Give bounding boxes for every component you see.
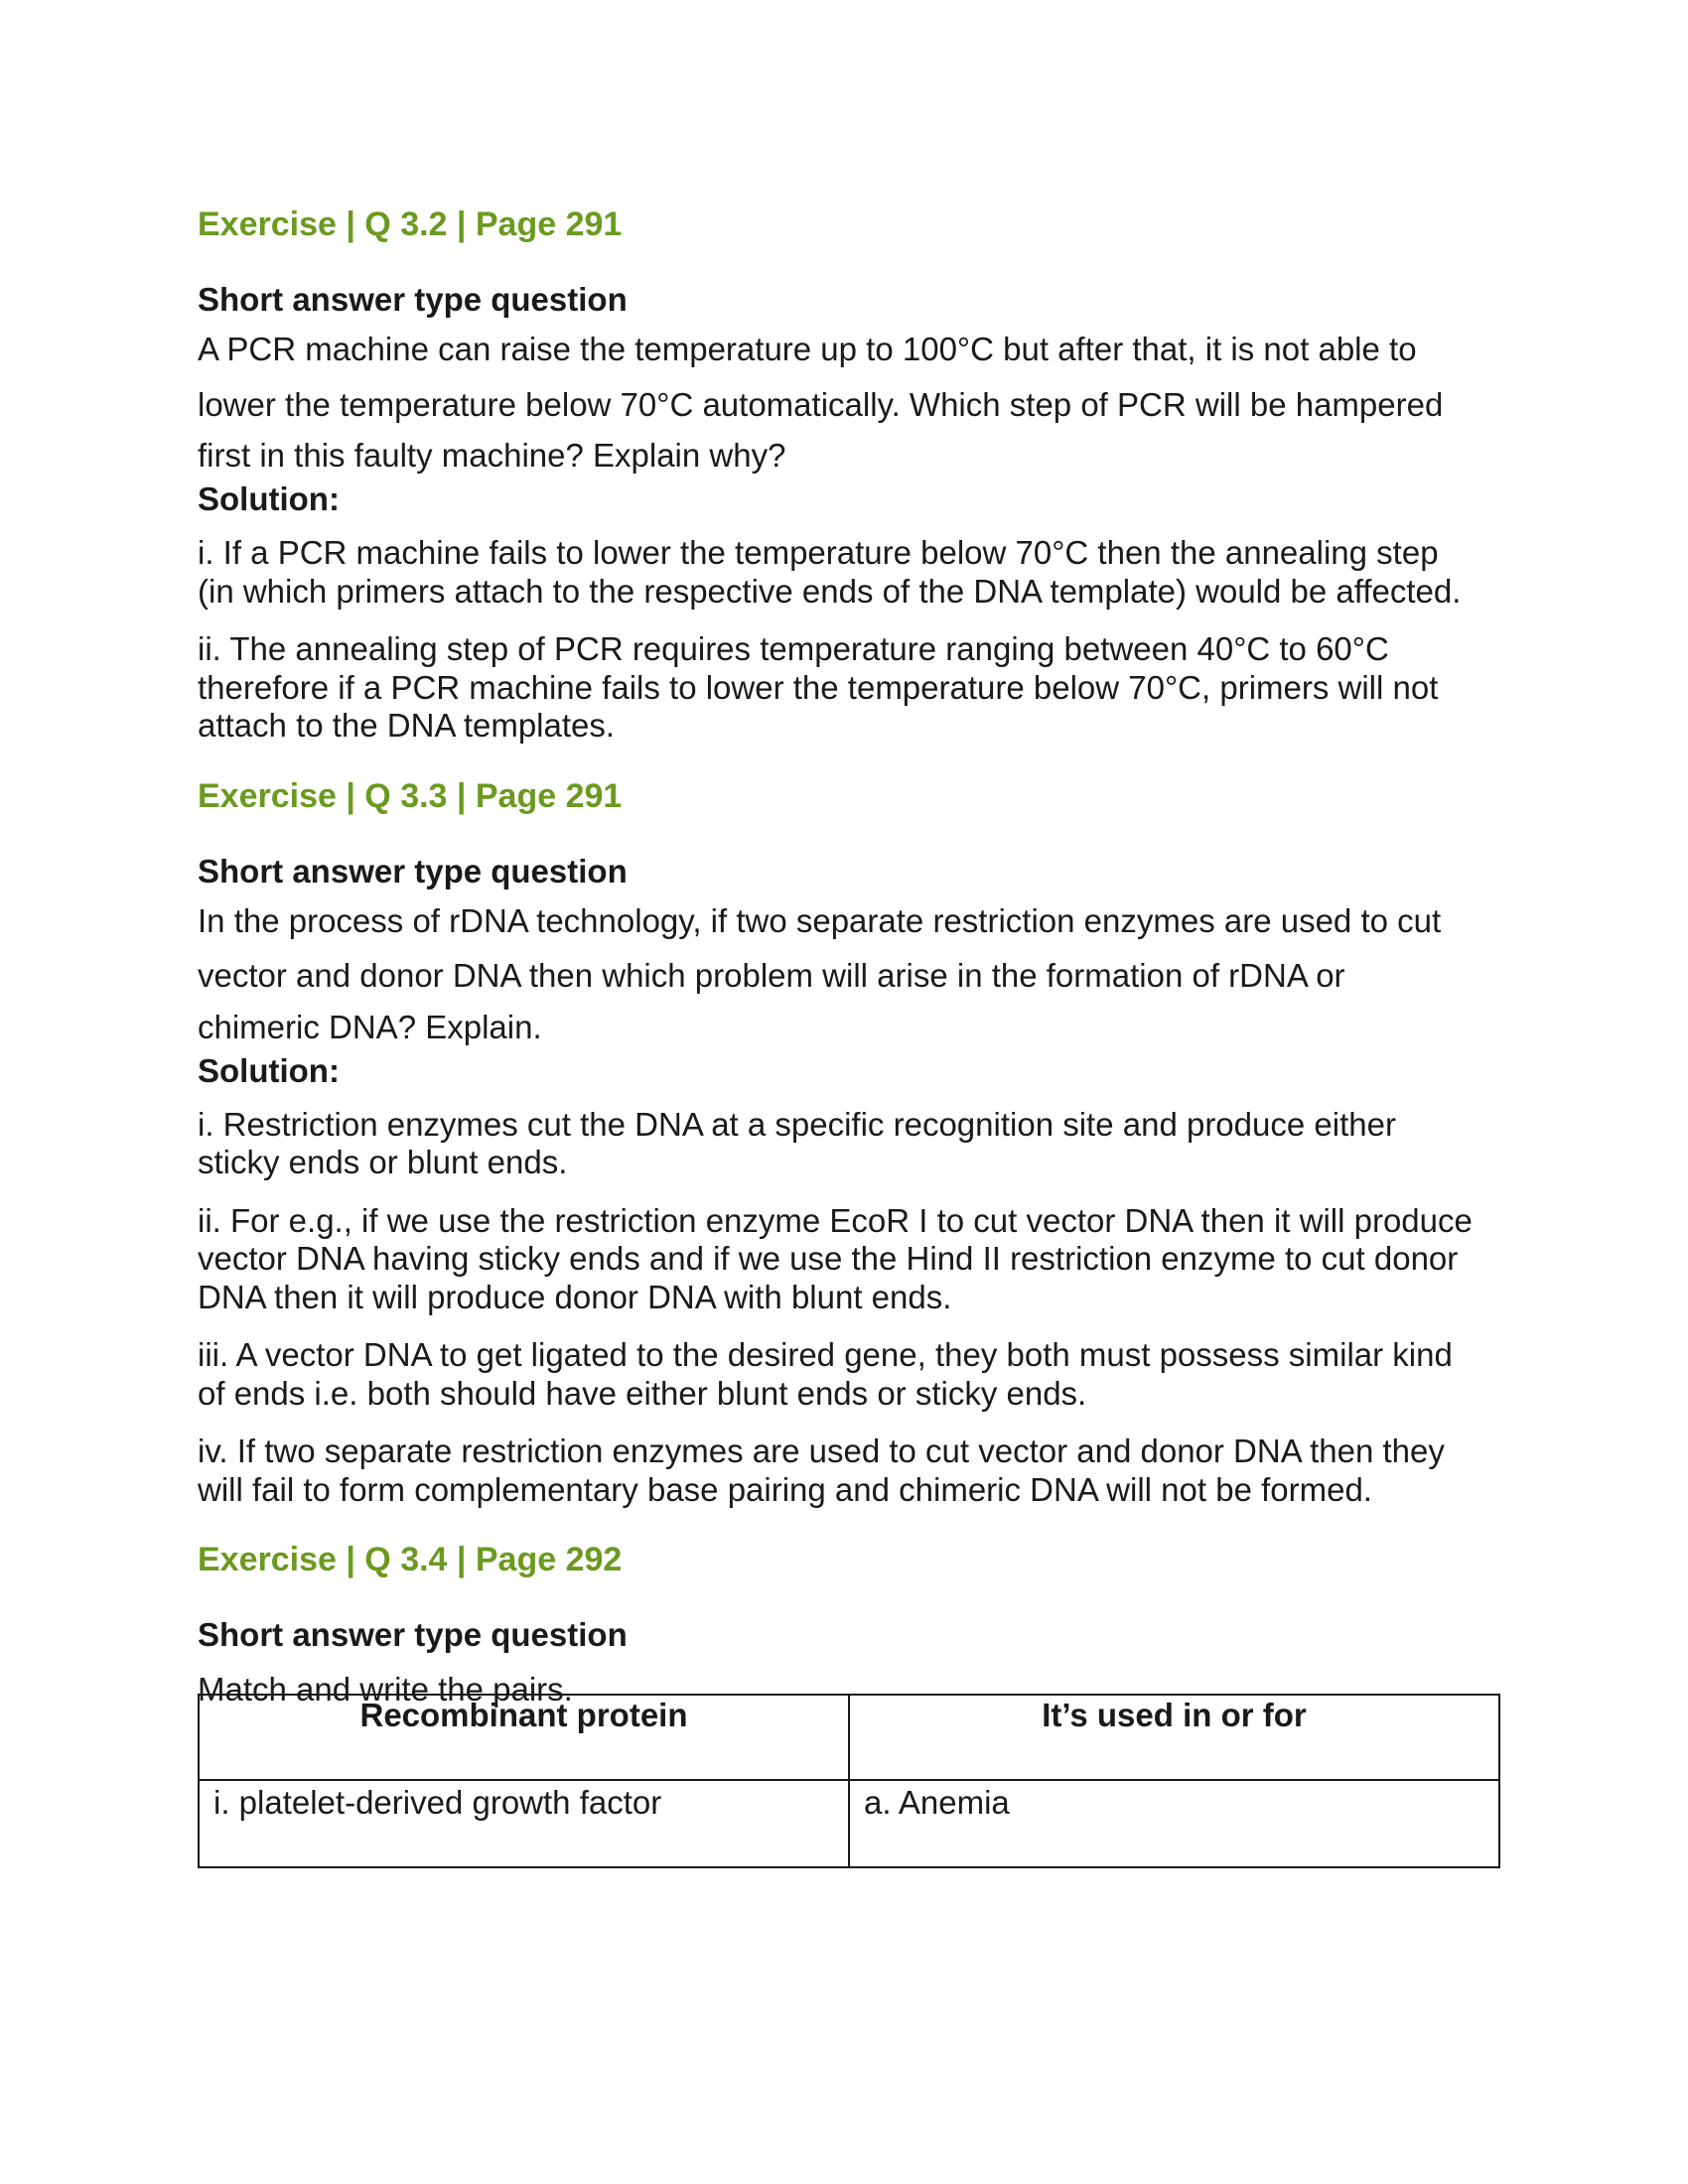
solution-point [198, 534, 1498, 611]
exercise-section-q3-3 [198, 776, 1498, 1510]
exercise-section-q3-2 [198, 205, 1498, 746]
table-row [199, 1780, 1499, 1867]
solution-point [198, 1202, 1498, 1317]
solution-line: vector DNA having sticky ends and if we use the Hind II restriction enzyme to cut donor [198, 1240, 1459, 1277]
solution-line: i. If a PCR machine fails to lower the temperature below 70°C then the annealing step [198, 534, 1439, 571]
question-type-label: Short answer type question [198, 852, 628, 889]
solution-line: iv. If two separate restriction enzymes are used to cut vector and donor DNA then they [198, 1433, 1445, 1469]
question-line: In the process of rDNA technology, if two separate restriction enzymes are used to cut [198, 901, 1442, 939]
solution-point [198, 1433, 1498, 1509]
exercise-heading: Exercise | Q 3.3 | Page 291 [198, 776, 623, 815]
solution-line: iii. A vector DNA to get ligated to the desired gene, they both must possess similar kind [198, 1336, 1453, 1373]
solution-line: sticky ends or blunt ends. [198, 1144, 568, 1180]
question-line: A PCR machine can raise the temperature up to 100°C but after that, it is not able to [198, 331, 1417, 367]
solution-point [198, 630, 1498, 746]
document-page [198, 205, 1498, 1868]
exercise-heading: Exercise | Q 3.2 | Page 291 [198, 205, 623, 243]
solution-label: Solution: [198, 1051, 340, 1089]
solution-point [198, 1336, 1498, 1413]
solution-line: DNA then it will produce donor DNA with blunt ends. [198, 1278, 952, 1315]
solution-line: therefore if a PCR machine fails to lower the temperature below 70°C, primers will not [198, 668, 1439, 706]
question-line: Match and write the pairs. [198, 1671, 573, 1707]
question-text [198, 893, 1498, 1051]
solution-point [198, 1106, 1498, 1182]
solution-line: ii. For e.g., if we use the restriction enzyme EcoR I to cut vector DNA then it will produce [198, 1201, 1473, 1239]
question-line: chimeric DNA? Explain. [198, 1008, 542, 1045]
question-type-label: Short answer type question [198, 1616, 628, 1653]
solution-line: ii. The annealing step of PCR requires temperature ranging between 40°C to 60°C [198, 630, 1389, 667]
solution-line: (in which primers attach to the respective ends of the DNA template) would be affected. [198, 572, 1462, 610]
solution-label: Solution: [198, 480, 340, 517]
question-line: vector and donor DNA then which problem will arise in the formation of rDNA or [198, 957, 1345, 994]
solution-line: attach to the DNA templates. [198, 707, 616, 744]
solution-line: i. Restriction enzymes cut the DNA at a specific recognition site and produce either [198, 1105, 1396, 1143]
question-line: lower the temperature below 70°C automatically. Which step of PCR will be hampered [198, 385, 1444, 423]
question-text [198, 322, 1498, 479]
exercise-section-q3-4 [198, 1540, 1498, 1868]
exercise-heading: Exercise | Q 3.4 | Page 292 [198, 1541, 623, 1578]
table-cell: i. platelet-derived growth factor [199, 1780, 849, 1867]
question-line: first in this faulty machine? Explain why? [198, 437, 786, 474]
match-pairs-table [198, 1694, 1500, 1868]
table-cell: a. Anemia [849, 1780, 1499, 1867]
solution-line: will fail to form complementary base pairing and chimeric DNA will not be formed. [198, 1470, 1372, 1508]
solution-line: of ends i.e. both should have either blunt ends or sticky ends. [198, 1374, 1087, 1412]
question-type-label: Short answer type question [198, 281, 628, 318]
table-header-cell: It’s used in or for [849, 1695, 1499, 1780]
table-header-row [199, 1695, 1499, 1780]
table-header-cell: Recombinant protein [199, 1695, 849, 1780]
